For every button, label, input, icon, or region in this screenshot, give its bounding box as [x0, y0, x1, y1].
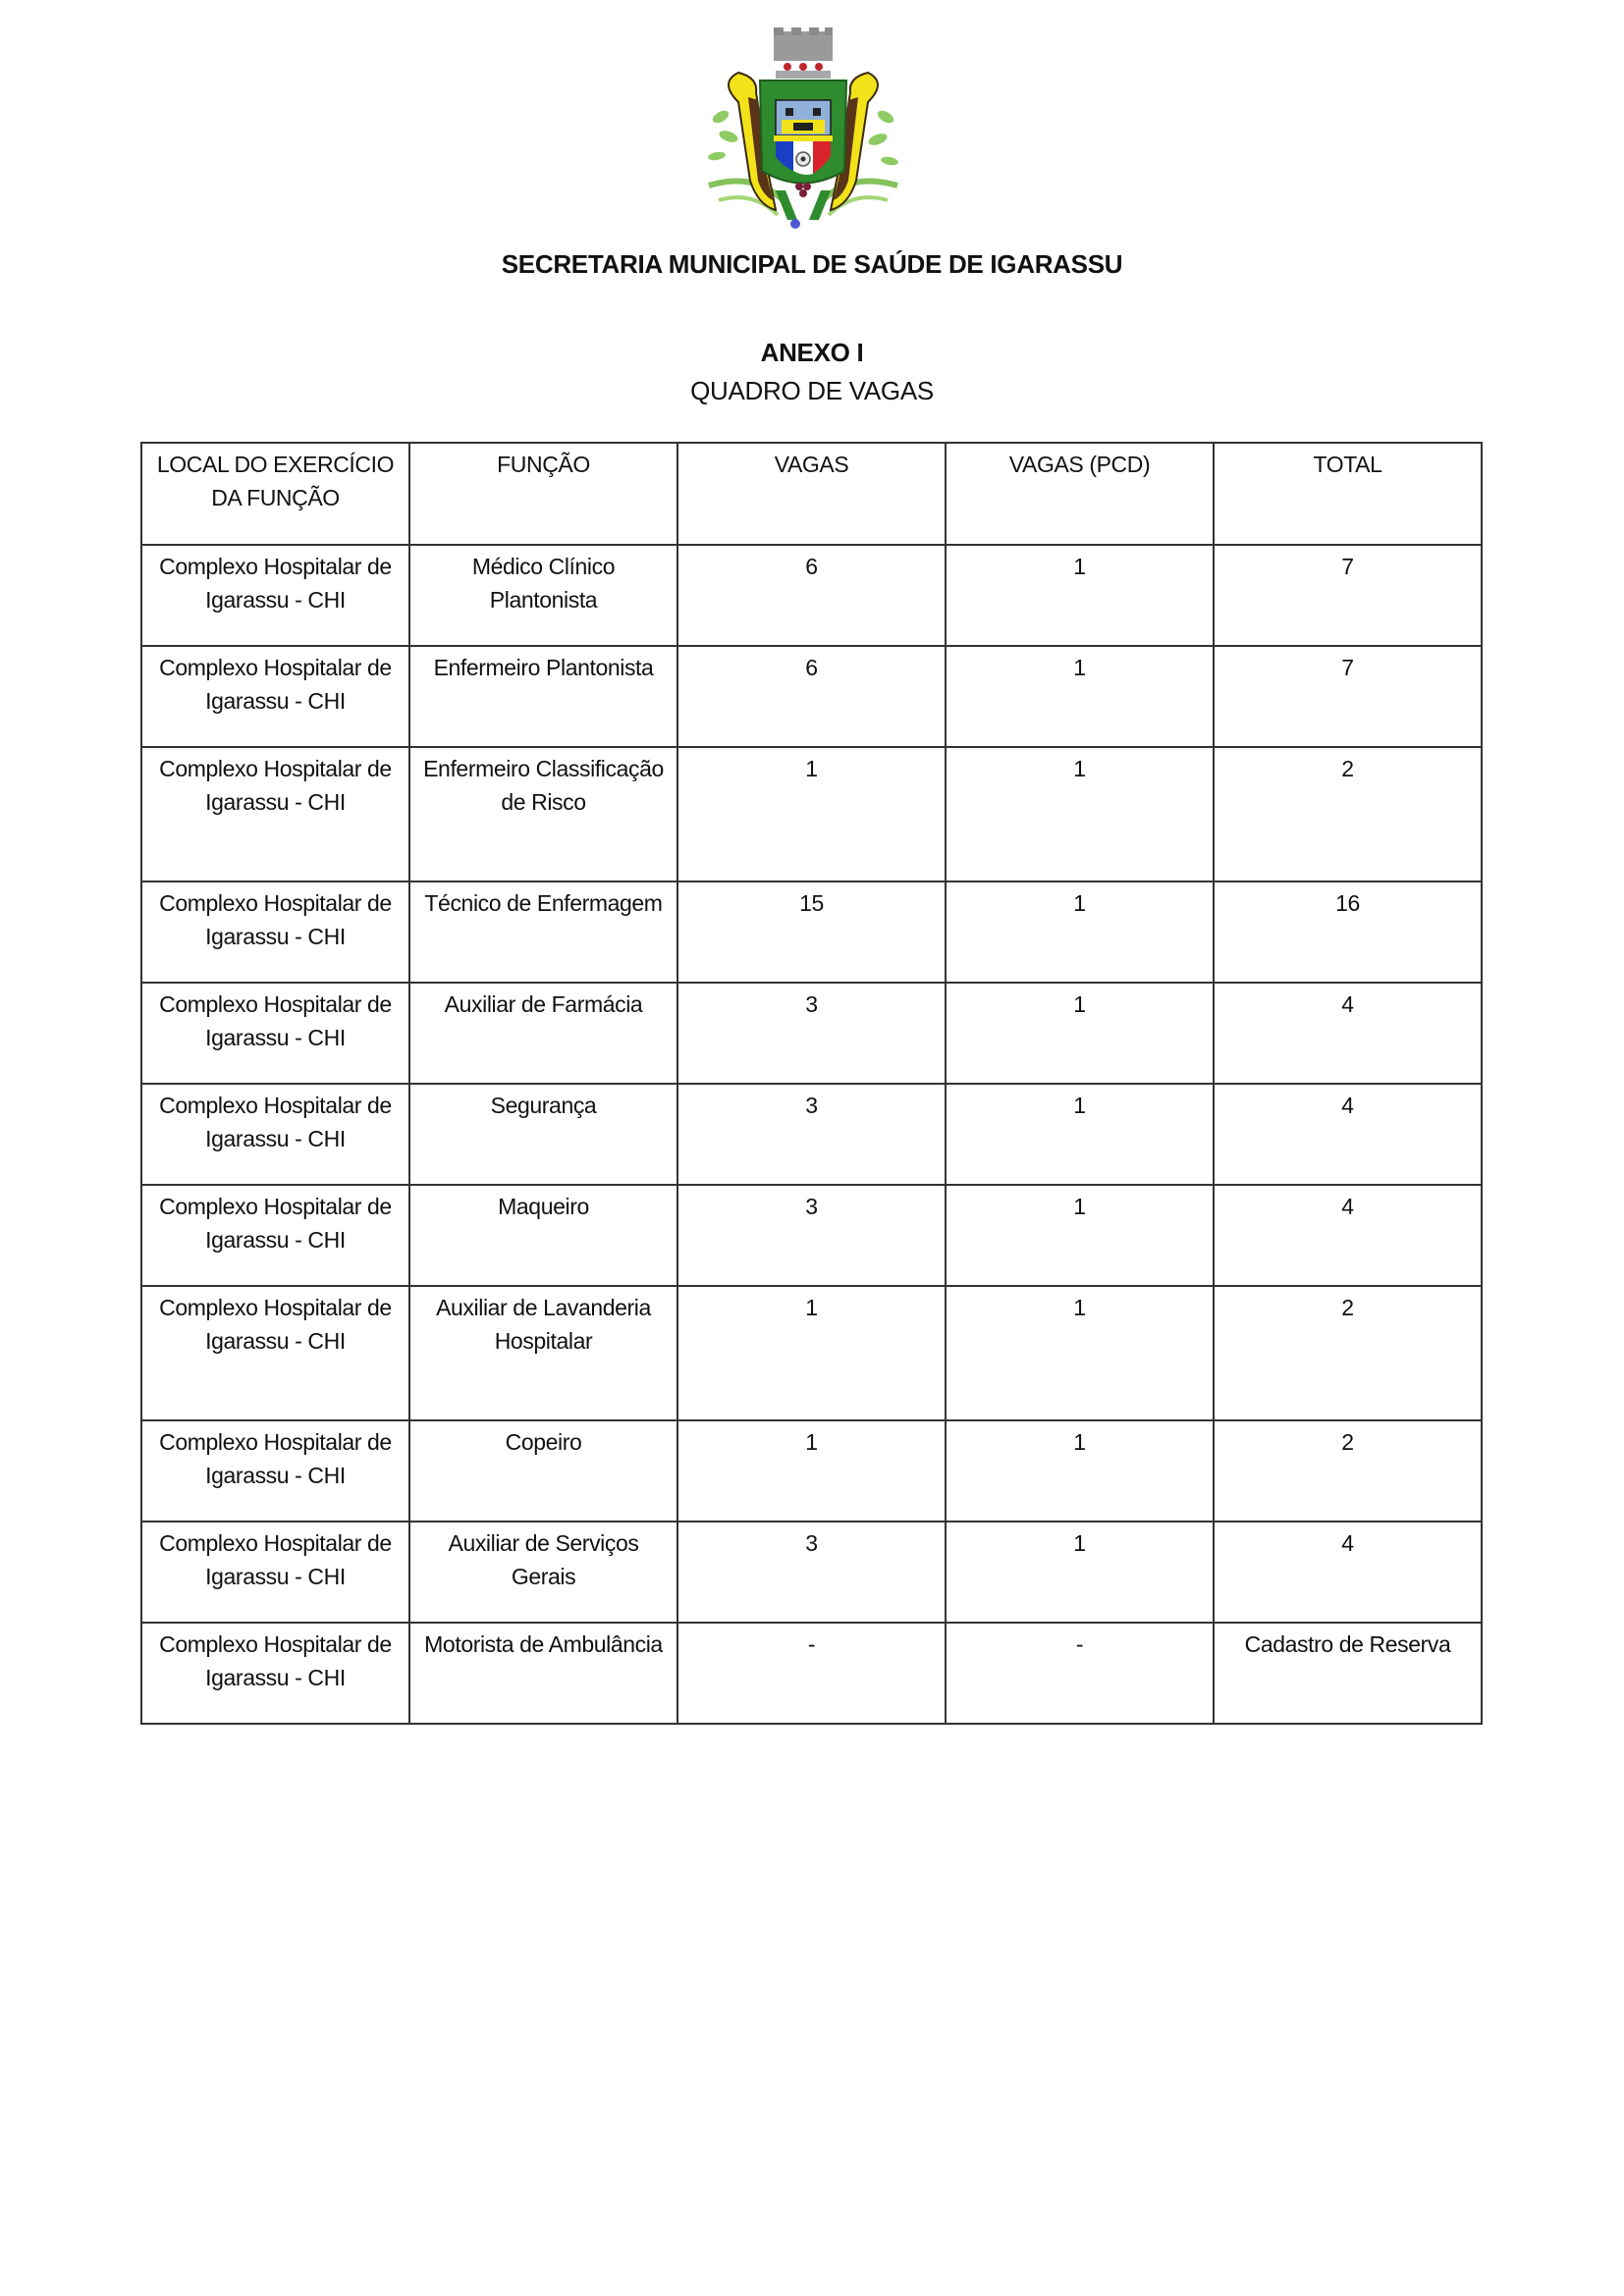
table-header-row — [141, 443, 1482, 545]
column-header-funcao: FUNÇÃO — [409, 443, 677, 545]
cell-vagas-pcd: 1 — [946, 1522, 1214, 1623]
cell-vagas-pcd: 1 — [946, 1286, 1214, 1420]
table-row — [141, 1084, 1482, 1185]
page-title: SECRETARIA MUNICIPAL DE SAÚDE DE IGARASSU — [501, 249, 1123, 279]
cell-funcao: Auxiliar de Lavanderia Hospitalar — [409, 1286, 677, 1420]
cell-funcao: Segurança — [409, 1084, 677, 1185]
cell-vagas-pcd: 1 — [946, 881, 1214, 983]
table-row — [141, 1522, 1482, 1623]
cell-funcao: Auxiliar de Serviços Gerais — [409, 1522, 677, 1623]
annex-heading: ANEXO I — [760, 338, 864, 367]
column-header-vagas: VAGAS — [677, 443, 946, 545]
cell-total: 7 — [1214, 545, 1482, 646]
cell-vagas-pcd: 1 — [946, 545, 1214, 646]
cell-total: 4 — [1214, 1084, 1482, 1185]
cell-funcao: Médico Clínico Plantonista — [409, 545, 677, 646]
cell-vagas: 3 — [677, 1522, 946, 1623]
table-row — [141, 545, 1482, 646]
table-row — [141, 1623, 1482, 1724]
cell-vagas: - — [677, 1623, 946, 1724]
table-row — [141, 646, 1482, 747]
cell-local: Complexo Hospitalar de Igarassu - CHI — [141, 1084, 409, 1185]
cell-total: Cadastro de Reserva — [1214, 1623, 1482, 1724]
cell-local: Complexo Hospitalar de Igarassu - CHI — [141, 1286, 409, 1420]
cell-local: Complexo Hospitalar de Igarassu - CHI — [141, 1185, 409, 1286]
cell-vagas-pcd: 1 — [946, 646, 1214, 747]
cell-vagas: 6 — [677, 646, 946, 747]
cell-vagas: 3 — [677, 983, 946, 1084]
cell-local: Complexo Hospitalar de Igarassu - CHI — [141, 1420, 409, 1522]
cell-local: Complexo Hospitalar de Igarassu - CHI — [141, 1522, 409, 1623]
cell-vagas: 1 — [677, 1286, 946, 1420]
cell-total: 2 — [1214, 1420, 1482, 1522]
cell-vagas: 3 — [677, 1185, 946, 1286]
cell-total: 4 — [1214, 1185, 1482, 1286]
cell-vagas: 15 — [677, 881, 946, 983]
table-row — [141, 747, 1482, 881]
column-header-total: TOTAL — [1214, 443, 1482, 545]
column-header-vagas-pcd: VAGAS (PCD) — [946, 443, 1214, 545]
cell-funcao: Motorista de Ambulância — [409, 1623, 677, 1724]
cell-vagas: 1 — [677, 747, 946, 881]
table-row — [141, 1420, 1482, 1522]
coat-of-arms-icon — [699, 24, 907, 230]
table-row — [141, 983, 1482, 1084]
cell-local: Complexo Hospitalar de Igarassu - CHI — [141, 646, 409, 747]
cell-total: 7 — [1214, 646, 1482, 747]
cell-funcao: Técnico de Enfermagem — [409, 881, 677, 983]
cell-vagas: 6 — [677, 545, 946, 646]
cell-vagas-pcd: - — [946, 1623, 1214, 1724]
cell-local: Complexo Hospitalar de Igarassu - CHI — [141, 747, 409, 881]
cell-local: Complexo Hospitalar de Igarassu - CHI — [141, 983, 409, 1084]
vacancies-table — [140, 442, 1483, 1725]
cell-total: 16 — [1214, 881, 1482, 983]
annex-subtitle: QUADRO DE VAGAS — [690, 376, 934, 405]
cell-total: 2 — [1214, 1286, 1482, 1420]
cell-local: Complexo Hospitalar de Igarassu - CHI — [141, 881, 409, 983]
column-header-local: LOCAL DO EXERCÍCIO DA FUNÇÃO — [141, 443, 409, 545]
cell-vagas: 3 — [677, 1084, 946, 1185]
cell-vagas-pcd: 1 — [946, 983, 1214, 1084]
table-row — [141, 1185, 1482, 1286]
cell-funcao: Copeiro — [409, 1420, 677, 1522]
cell-total: 4 — [1214, 1522, 1482, 1623]
cell-vagas-pcd: 1 — [946, 747, 1214, 881]
cell-total: 2 — [1214, 747, 1482, 881]
cell-funcao: Maqueiro — [409, 1185, 677, 1286]
cell-local: Complexo Hospitalar de Igarassu - CHI — [141, 1623, 409, 1724]
cell-funcao: Auxiliar de Farmácia — [409, 983, 677, 1084]
cell-total: 4 — [1214, 983, 1482, 1084]
cell-funcao: Enfermeiro Classificação de Risco — [409, 747, 677, 881]
cell-local: Complexo Hospitalar de Igarassu - CHI — [141, 545, 409, 646]
table-row — [141, 1286, 1482, 1420]
cell-vagas-pcd: 1 — [946, 1084, 1214, 1185]
cell-vagas-pcd: 1 — [946, 1185, 1214, 1286]
cell-vagas-pcd: 1 — [946, 1420, 1214, 1522]
cell-vagas: 1 — [677, 1420, 946, 1522]
table-row — [141, 881, 1482, 983]
cell-funcao: Enfermeiro Plantonista — [409, 646, 677, 747]
